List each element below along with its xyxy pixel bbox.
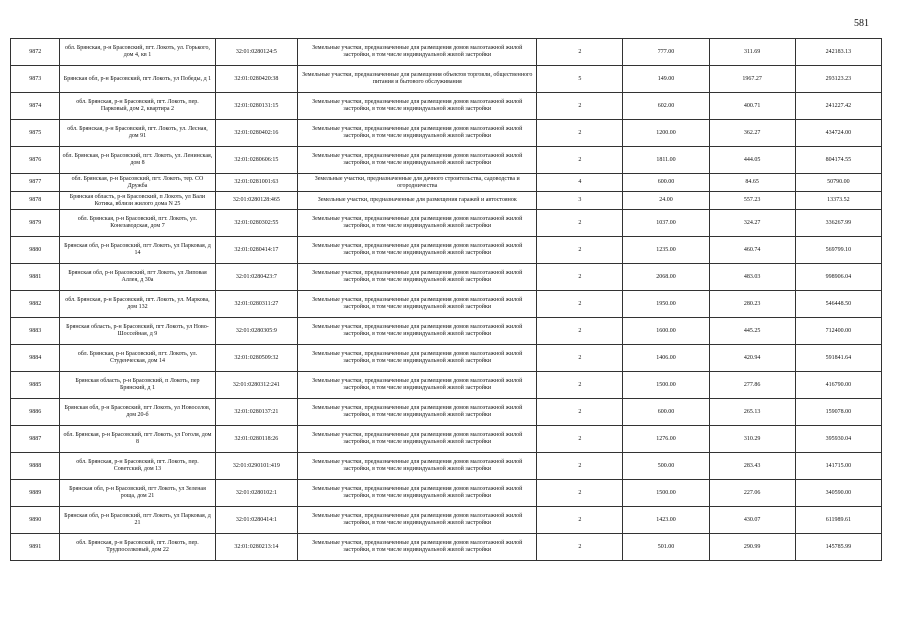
cadastral-number-cell: 32:01:0280302:55: [215, 210, 298, 237]
row-number: 9877: [11, 174, 60, 192]
category-cell: 2: [537, 534, 623, 561]
land-use-cell: Земельные участки, предназначенные для размещения домов малоэтажной жилой застройки, в том числе индивидуальной жилой застройки: [298, 372, 537, 399]
category-cell: 3: [537, 192, 623, 210]
cadastral-value-cell: 998906.04: [795, 264, 881, 291]
area-cell: 500.00: [623, 453, 709, 480]
row-number: 9881: [11, 264, 60, 291]
cadastral-number-cell: 32:01:0280423:7: [215, 264, 298, 291]
address-cell: обл. Брянская, р-н Брасовский, пгт. Локоть, пер. Парковый, дом 2, квартира 2: [60, 93, 215, 120]
table-row: [11, 264, 882, 291]
row-number: 9891: [11, 534, 60, 561]
cadastral-number-cell: 32:01:0280124:5: [215, 39, 298, 66]
category-cell: 4: [537, 174, 623, 192]
table-body: [11, 39, 882, 561]
unit-value-cell: 84.65: [709, 174, 795, 192]
table-row: [11, 453, 882, 480]
cadastral-value-cell: 141715.00: [795, 453, 881, 480]
unit-value-cell: 444.05: [709, 147, 795, 174]
unit-value-cell: 445.25: [709, 318, 795, 345]
table-row: [11, 534, 882, 561]
cadastral-value-cell: 242183.13: [795, 39, 881, 66]
table-row: [11, 318, 882, 345]
category-cell: 2: [537, 480, 623, 507]
cadastral-value-cell: 395930.04: [795, 426, 881, 453]
unit-value-cell: 280.23: [709, 291, 795, 318]
unit-value-cell: 265.13: [709, 399, 795, 426]
address-cell: обл. Брянская, р-н Брасовский, пгт. Локоть, ул. Ленинская, дом 8: [60, 147, 215, 174]
cadastral-number-cell: 32:01:0280311:27: [215, 291, 298, 318]
land-use-cell: Земельные участки, предназначенные для размещения домов малоэтажной жилой застройки, в том числе индивидуальной жилой застройки: [298, 210, 537, 237]
cadastral-value-cell: 434724.00: [795, 120, 881, 147]
table-row: [11, 120, 882, 147]
unit-value-cell: 283.43: [709, 453, 795, 480]
unit-value-cell: 460.74: [709, 237, 795, 264]
area-cell: 600.00: [623, 174, 709, 192]
row-number: 9889: [11, 480, 60, 507]
category-cell: 2: [537, 453, 623, 480]
land-use-cell: Земельные участки, предназначенные для дачного строительства, садоводства и огородничества: [298, 174, 537, 192]
cadastral-number-cell: 32:01:0280414:1: [215, 507, 298, 534]
cadastral-value-cell: 546448.50: [795, 291, 881, 318]
table-row: [11, 345, 882, 372]
cadastral-number-cell: 32:01:0280606:15: [215, 147, 298, 174]
address-cell: Брянская обл, р-н Брасовский, пгт Локоть, ул Парковая, д 21: [60, 507, 215, 534]
cadastral-value-cell: 145785.99: [795, 534, 881, 561]
cadastral-number-cell: 32:01:0280213:14: [215, 534, 298, 561]
cadastral-value-cell: 336267.99: [795, 210, 881, 237]
row-number: 9885: [11, 372, 60, 399]
address-cell: обл. Брянская, р-н Брасовский, пгт. Локоть, ул. Лесная, дом 91: [60, 120, 215, 147]
area-cell: 1235.00: [623, 237, 709, 264]
row-number: 9882: [11, 291, 60, 318]
area-cell: 2068.00: [623, 264, 709, 291]
cadastral-value-cell: 50790.00: [795, 174, 881, 192]
row-number: 9880: [11, 237, 60, 264]
address-cell: Брянская обл, р-н Брасовский, пгт Локоть, ул Липовая Аллея, д 30а: [60, 264, 215, 291]
unit-value-cell: 311.69: [709, 39, 795, 66]
land-use-cell: Земельные участки, предназначенные для размещения домов малоэтажной жилой застройки, в том числе индивидуальной жилой застройки: [298, 426, 537, 453]
address-cell: Брянская обл, р-н Брасовский, пгт Локоть, ул Новоселов, дом 20-б: [60, 399, 215, 426]
unit-value-cell: 483.03: [709, 264, 795, 291]
cadastral-number-cell: 32:01:0290101:419: [215, 453, 298, 480]
row-number: 9873: [11, 66, 60, 93]
land-use-cell: Земельные участки, предназначенные для размещения домов малоэтажной жилой застройки, в том числе индивидуальной жилой застройки: [298, 237, 537, 264]
row-number: 9888: [11, 453, 60, 480]
address-cell: обл. Брянская, р-н Брасовский, пгт. Локоть, ул. Студенческая, дом 14: [60, 345, 215, 372]
cadastral-value-cell: 591841.64: [795, 345, 881, 372]
page-number: 581: [854, 18, 869, 29]
land-use-cell: Земельные участки, предназначенные для размещения объектов торговли, общественного питания и бытового обслуживания: [298, 66, 537, 93]
row-number: 9875: [11, 120, 60, 147]
row-number: 9872: [11, 39, 60, 66]
area-cell: 501.00: [623, 534, 709, 561]
category-cell: 2: [537, 147, 623, 174]
cadastral-value-cell: 340590.00: [795, 480, 881, 507]
land-use-cell: Земельные участки, предназначенные для размещения домов малоэтажной жилой застройки, в том числе индивидуальной жилой застройки: [298, 534, 537, 561]
land-use-cell: Земельные участки, предназначенные для размещения домов малоэтажной жилой застройки, в том числе индивидуальной жилой застройки: [298, 39, 537, 66]
table-row: [11, 210, 882, 237]
table-row: [11, 399, 882, 426]
cadastral-number-cell: 32:01:0281001:63: [215, 174, 298, 192]
cadastral-number-cell: 32:01:0280402:16: [215, 120, 298, 147]
land-use-cell: Земельные участки, предназначенные для размещения домов малоэтажной жилой застройки, в том числе индивидуальной жилой застройки: [298, 345, 537, 372]
address-cell: Брянская обл, р-н Брасовский, пгт Локоть, ул Парковая, д 14: [60, 237, 215, 264]
cadastral-number-cell: 32:01:0280118:26: [215, 426, 298, 453]
unit-value-cell: 310.29: [709, 426, 795, 453]
unit-value-cell: 362.27: [709, 120, 795, 147]
address-cell: обл. Брянская, р-н Брасовский, пгт. Локоть, пер. Советский, дом 13: [60, 453, 215, 480]
land-use-cell: Земельные участки, предназначенные для размещения домов малоэтажной жилой застройки, в том числе индивидуальной жилой застройки: [298, 120, 537, 147]
cadastral-number-cell: 32:01:0280305:9: [215, 318, 298, 345]
area-cell: 1406.00: [623, 345, 709, 372]
land-use-cell: Земельные участки, предназначенные для размещения гаражей и автостоянок: [298, 192, 537, 210]
category-cell: 2: [537, 120, 623, 147]
area-cell: 1500.00: [623, 372, 709, 399]
row-number: 9879: [11, 210, 60, 237]
unit-value-cell: 430.07: [709, 507, 795, 534]
area-cell: 149.00: [623, 66, 709, 93]
category-cell: 2: [537, 399, 623, 426]
row-number: 9883: [11, 318, 60, 345]
cadastral-number-cell: 32:01:0280312:241: [215, 372, 298, 399]
area-cell: 1200.00: [623, 120, 709, 147]
area-cell: 1423.00: [623, 507, 709, 534]
table-row: [11, 93, 882, 120]
table-row: [11, 372, 882, 399]
table-row: [11, 192, 882, 210]
address-cell: обл. Брянская, р-н Брасовский, пгт. Локоть, ул. Конезаводская, дом 7: [60, 210, 215, 237]
area-cell: 1276.00: [623, 426, 709, 453]
unit-value-cell: 400.71: [709, 93, 795, 120]
land-use-cell: Земельные участки, предназначенные для размещения домов малоэтажной жилой застройки, в том числе индивидуальной жилой застройки: [298, 507, 537, 534]
table-row: [11, 237, 882, 264]
address-cell: обл. Брянская, р-н Брасовский, пгт. Локоть, ул. Горького, дом 4, кв 1: [60, 39, 215, 66]
table-row: [11, 291, 882, 318]
category-cell: 2: [537, 264, 623, 291]
area-cell: 1950.00: [623, 291, 709, 318]
cadastral-value-cell: 804174.55: [795, 147, 881, 174]
table-row: [11, 66, 882, 93]
address-cell: обл. Брянская, р-н Брасовский, пгт Локоть, ул Гоголя, дом 8: [60, 426, 215, 453]
category-cell: 5: [537, 66, 623, 93]
category-cell: 2: [537, 345, 623, 372]
cadastral-value-cell: 569799.10: [795, 237, 881, 264]
land-registry-table: [10, 38, 882, 561]
row-number: 9878: [11, 192, 60, 210]
land-use-cell: Земельные участки, предназначенные для размещения домов малоэтажной жилой застройки, в том числе индивидуальной жилой застройки: [298, 480, 537, 507]
row-number: 9886: [11, 399, 60, 426]
area-cell: 1811.00: [623, 147, 709, 174]
address-cell: Брянская область, р-н Брасовский, п Локоть, ул Вали Котика, вблизи жилого дома N 25: [60, 192, 215, 210]
land-use-cell: Земельные участки, предназначенные для размещения домов малоэтажной жилой застройки, в том числе индивидуальной жилой застройки: [298, 264, 537, 291]
category-cell: 2: [537, 426, 623, 453]
unit-value-cell: 324.27: [709, 210, 795, 237]
unit-value-cell: 277.86: [709, 372, 795, 399]
category-cell: 2: [537, 210, 623, 237]
area-cell: 1500.00: [623, 480, 709, 507]
land-use-cell: Земельные участки, предназначенные для размещения домов малоэтажной жилой застройки, в том числе индивидуальной жилой застройки: [298, 318, 537, 345]
unit-value-cell: 557.23: [709, 192, 795, 210]
table-row: [11, 39, 882, 66]
area-cell: 1037.00: [623, 210, 709, 237]
table-row: [11, 480, 882, 507]
land-use-cell: Земельные участки, предназначенные для размещения домов малоэтажной жилой застройки, в том числе индивидуальной жилой застройки: [298, 93, 537, 120]
cadastral-value-cell: 712400.00: [795, 318, 881, 345]
cadastral-value-cell: 13373.52: [795, 192, 881, 210]
address-cell: Брянская обл, р-н Брасовский, пгт Локоть, ул Победы, д 1: [60, 66, 215, 93]
unit-value-cell: 227.06: [709, 480, 795, 507]
cadastral-value-cell: 159078.00: [795, 399, 881, 426]
land-use-cell: Земельные участки, предназначенные для размещения домов малоэтажной жилой застройки, в том числе индивидуальной жилой застройки: [298, 291, 537, 318]
category-cell: 2: [537, 93, 623, 120]
cadastral-number-cell: 32:01:0280128:465: [215, 192, 298, 210]
area-cell: 24.00: [623, 192, 709, 210]
category-cell: 2: [537, 237, 623, 264]
cadastral-value-cell: 416790.00: [795, 372, 881, 399]
table-row: [11, 507, 882, 534]
category-cell: 2: [537, 291, 623, 318]
row-number: 9874: [11, 93, 60, 120]
cadastral-value-cell: 241227.42: [795, 93, 881, 120]
category-cell: 2: [537, 372, 623, 399]
category-cell: 2: [537, 507, 623, 534]
row-number: 9887: [11, 426, 60, 453]
cadastral-number-cell: 32:01:0280414:17: [215, 237, 298, 264]
cadastral-number-cell: 32:01:0280102:1: [215, 480, 298, 507]
land-use-cell: Земельные участки, предназначенные для размещения домов малоэтажной жилой застройки, в том числе индивидуальной жилой застройки: [298, 399, 537, 426]
address-cell: обл. Брянская, р-н Брасовский, пгт. Локоть, тер. СО Дружба: [60, 174, 215, 192]
row-number: 9884: [11, 345, 60, 372]
address-cell: Брянская область, р-н Брасовский, пгт Локоть, ул Ново-Шоссейная, д 9: [60, 318, 215, 345]
category-cell: 2: [537, 39, 623, 66]
table-row: [11, 174, 882, 192]
area-cell: 777.00: [623, 39, 709, 66]
land-use-cell: Земельные участки, предназначенные для размещения домов малоэтажной жилой застройки, в том числе индивидуальной жилой застройки: [298, 453, 537, 480]
cadastral-number-cell: 32:01:0280420:38: [215, 66, 298, 93]
address-cell: обл. Брянская, р-н Брасовский, пгт. Локоть, пер. Трудпоселковый, дом 22: [60, 534, 215, 561]
cadastral-value-cell: 293123.23: [795, 66, 881, 93]
address-cell: обл. Брянская, р-н Брасовский, пгт. Локоть, ул. Маркова, дом 132: [60, 291, 215, 318]
row-number: 9876: [11, 147, 60, 174]
category-cell: 2: [537, 318, 623, 345]
unit-value-cell: 290.99: [709, 534, 795, 561]
cadastral-number-cell: 32:01:0280137:21: [215, 399, 298, 426]
table-row: [11, 426, 882, 453]
area-cell: 600.00: [623, 399, 709, 426]
unit-value-cell: 420.94: [709, 345, 795, 372]
address-cell: Брянская область, р-н Брасовский, п Локоть, пер Брянский, д 1: [60, 372, 215, 399]
area-cell: 602.00: [623, 93, 709, 120]
cadastral-number-cell: 32:01:0280509:32: [215, 345, 298, 372]
unit-value-cell: 1967.27: [709, 66, 795, 93]
land-use-cell: Земельные участки, предназначенные для размещения домов малоэтажной жилой застройки, в том числе индивидуальной жилой застройки: [298, 147, 537, 174]
cadastral-number-cell: 32:01:0280131:15: [215, 93, 298, 120]
table-row: [11, 147, 882, 174]
area-cell: 1600.00: [623, 318, 709, 345]
row-number: 9890: [11, 507, 60, 534]
cadastral-value-cell: 611989.61: [795, 507, 881, 534]
address-cell: Брянская обл, р-н Брасовский, пгт Локоть, ул Зеленая роща, дом 21: [60, 480, 215, 507]
